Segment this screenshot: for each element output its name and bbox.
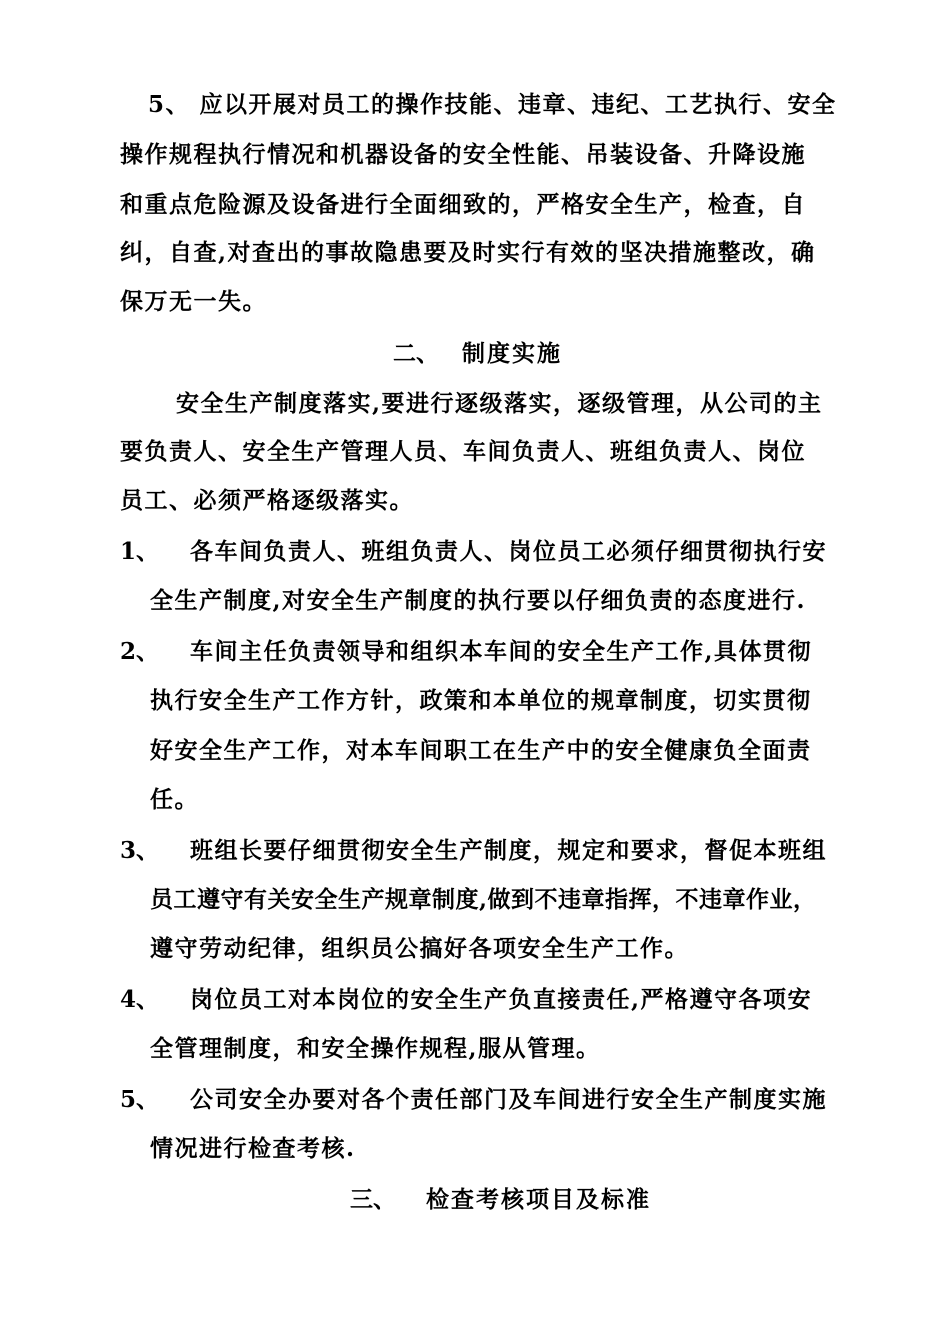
section-number: 二、 <box>393 340 439 367</box>
section-number: 三、 <box>350 1186 396 1213</box>
text-line: 岗位员工对本岗位的安全生产负直接责任,严格遵守各项安 <box>190 986 813 1013</box>
text-line: 5、 应以开展对员工的操作技能、违章、违纪、工艺执行、安全 <box>148 91 837 118</box>
text-line: 全生产制度,对安全生产制度的执行要以仔细负责的态度进行. <box>150 587 807 614</box>
text-line: 各车间负责人、班组负责人、岗位员工必须仔细贯彻执行安 <box>190 538 827 565</box>
section-title: 制度实施 <box>462 340 562 367</box>
text-line: 车间主任负责领导和组织本车间的安全生产工作,具体贯彻 <box>190 638 813 665</box>
text-line: 班组长要仔细贯彻安全生产制度，规定和要求，督促本班组 <box>190 837 827 864</box>
item-number: 1、 <box>120 538 160 565</box>
item-number: 2、 <box>120 638 160 665</box>
item-number: 3、 <box>120 837 160 864</box>
text-line: 纠，自查,对查出的事故隐患要及时实行有效的坚决措施整改，确 <box>120 239 816 266</box>
text-line: 执行安全生产工作方针，政策和本单位的规章制度，切实贯彻 <box>150 687 812 714</box>
text-line: 安全生产制度落实,要进行逐级落实，逐级管理，从公司的主 <box>176 390 823 417</box>
text-line: 任。 <box>150 786 199 813</box>
text-line: 全管理制度，和安全操作规程,服从管理。 <box>150 1035 601 1062</box>
text-line: 情况进行检查考核. <box>150 1135 356 1162</box>
text-line: 遵守劳动纪律，组织员公搞好各项安全生产工作。 <box>150 935 689 962</box>
text-line: 要负责人、安全生产管理人员、车间负责人、班组负责人、岗位 <box>120 438 806 465</box>
text-line: 公司安全办要对各个责任部门及车间进行安全生产制度实施 <box>190 1086 827 1113</box>
item-number: 4、 <box>120 986 160 1013</box>
text-line: 员工、必须严格逐级落实。 <box>120 487 414 514</box>
section-title: 检查考核项目及标准 <box>426 1186 651 1213</box>
text-line: 和重点危险源及设备进行全面细致的，严格安全生产，检查，自 <box>120 191 806 218</box>
text-line: 员工遵守有关安全生产规章制度,做到不违章指挥，不违章作业， <box>150 886 817 913</box>
text-line: 保万无一失。 <box>120 288 267 315</box>
text-line: 好安全生产工作，对本车间职工在生产中的安全健康负全面责 <box>150 737 812 764</box>
text-line: 操作规程执行情况和机器设备的安全性能、吊装设备、升降设施 <box>120 141 806 168</box>
item-number: 5、 <box>120 1086 160 1113</box>
